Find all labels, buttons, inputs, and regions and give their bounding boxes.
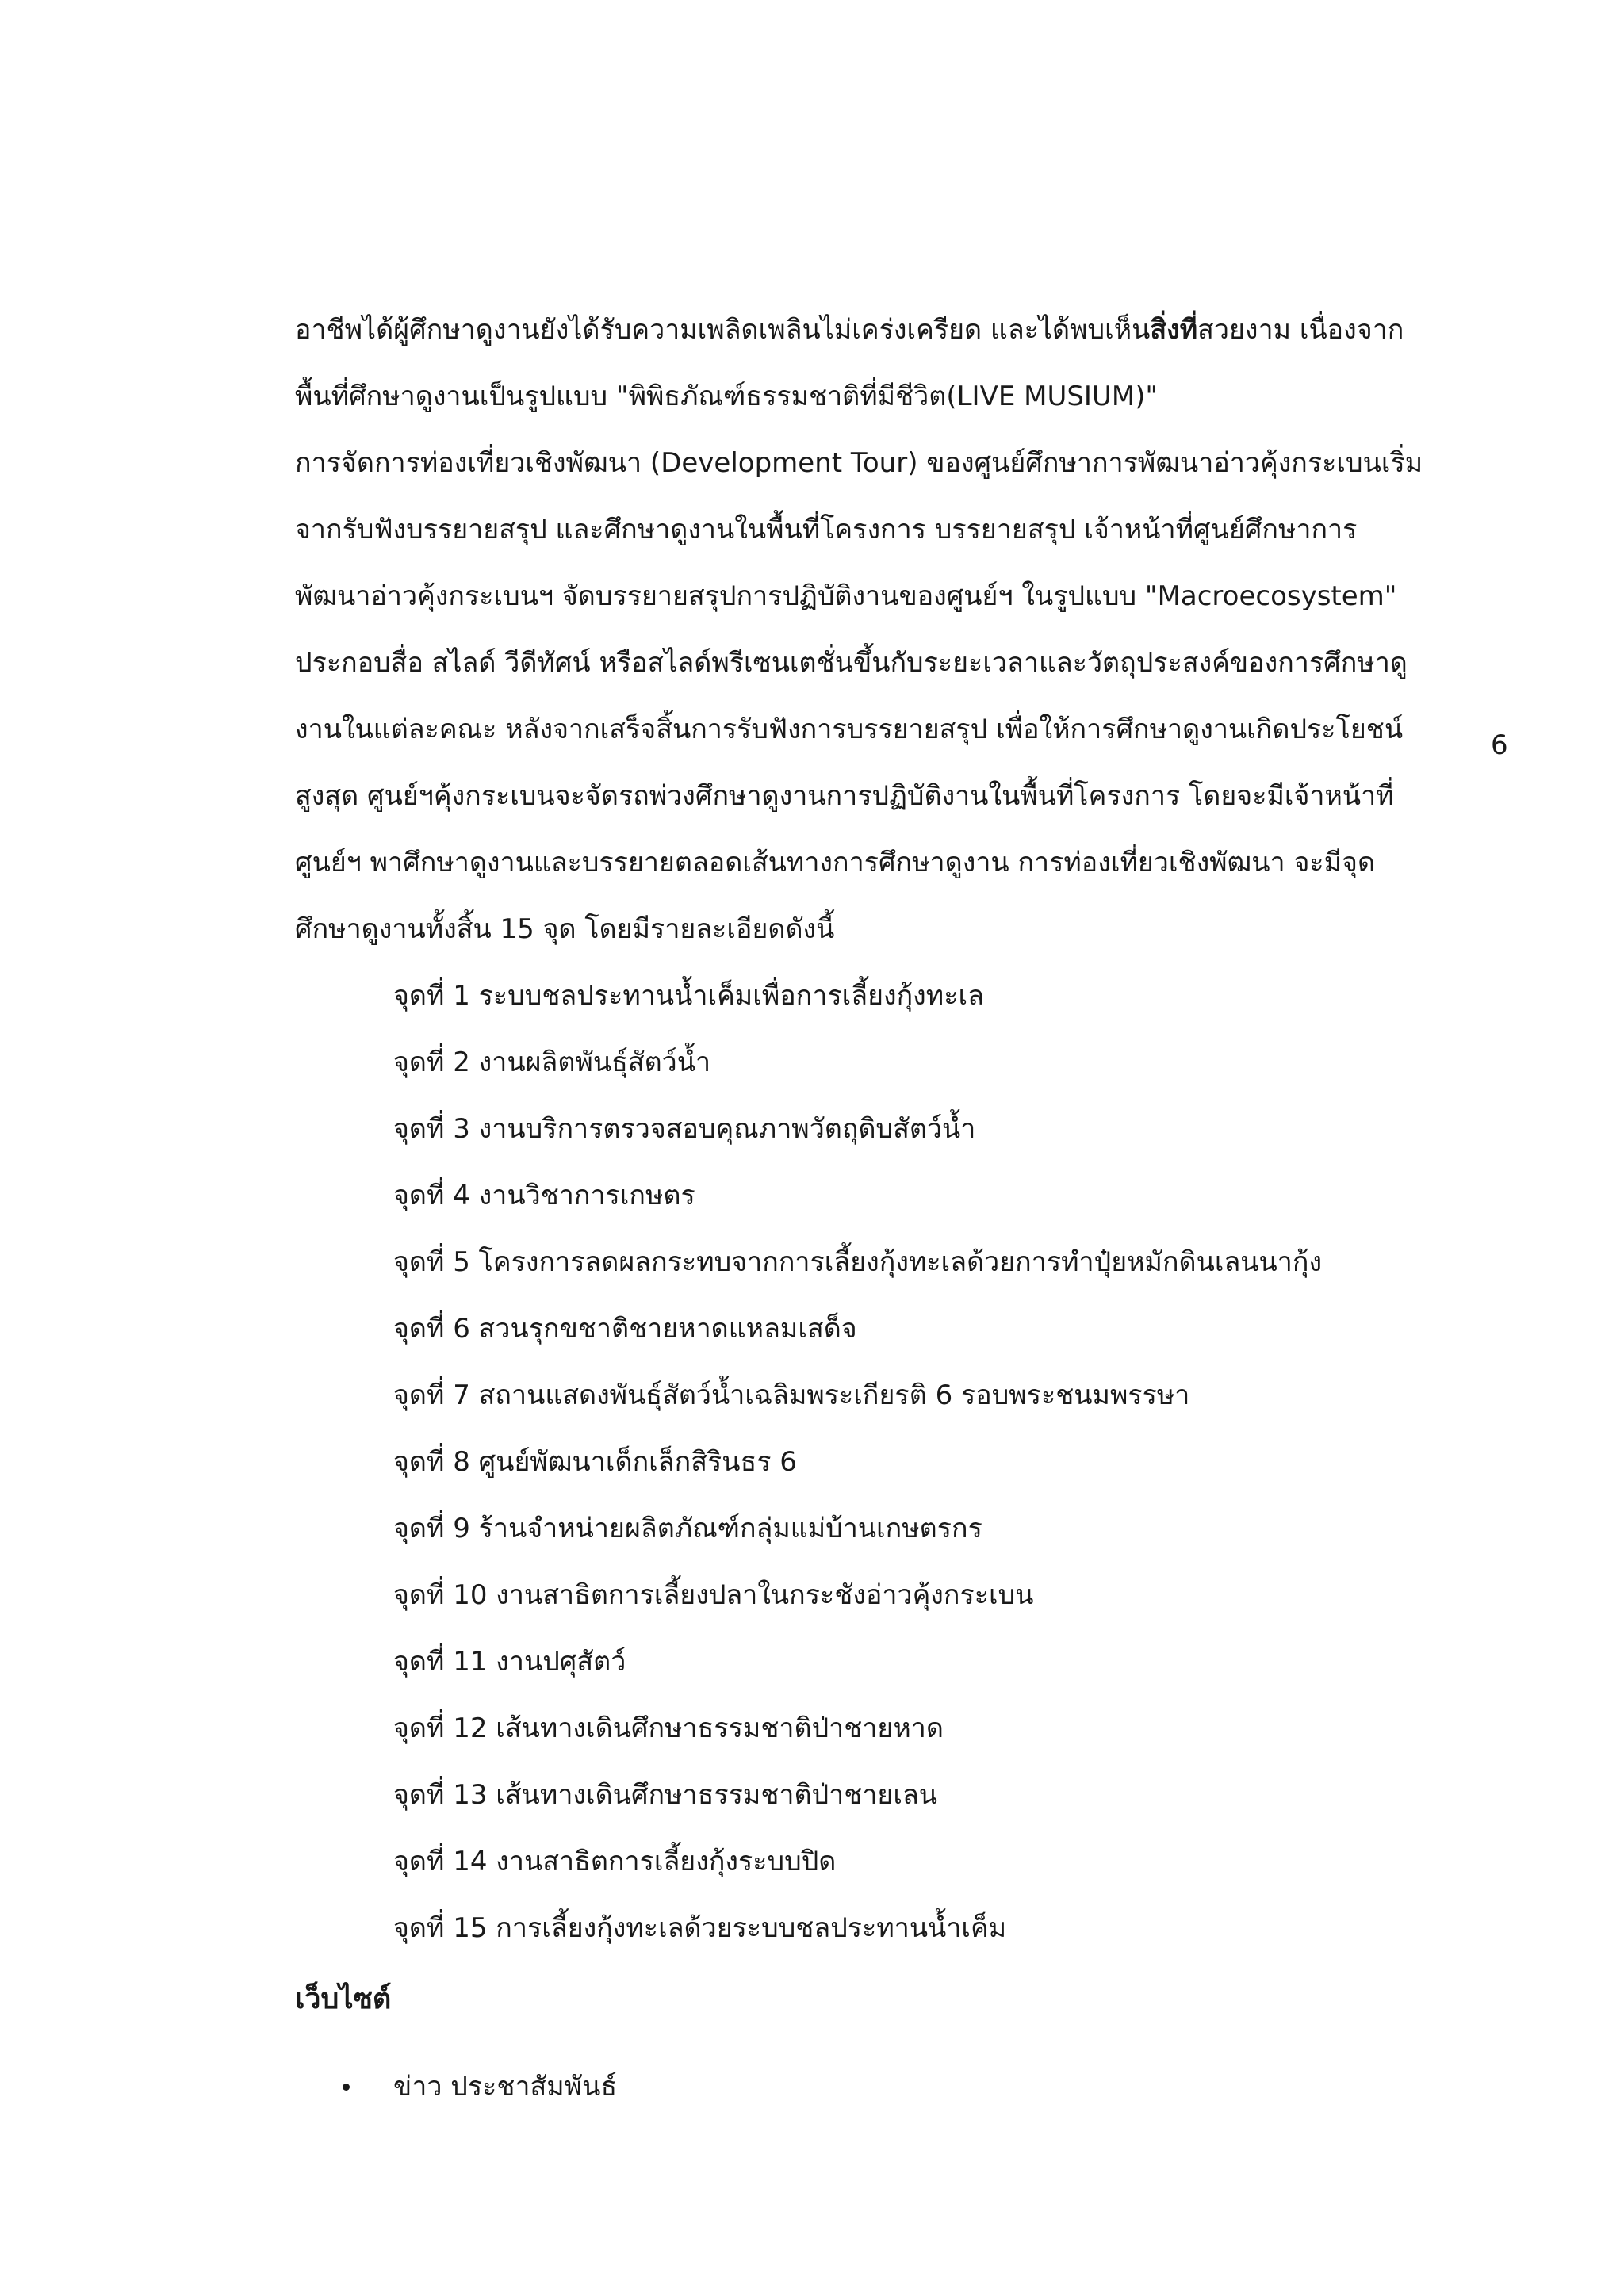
- body-line: จากรับฟังบรรยายสรุป และศึกษาดูงานในพื้นที่โครงการ บรรยายสรุป เจ้าหน้าที่ศูนย์ศึกษาการ: [295, 514, 1358, 545]
- body-line: การจัดการท่องเที่ยวเชิงพัฒนา (Development Tour) ของศูนย์ศึกษาการพัฒนาอ่าวคุ้งกระเบนเริ่ม: [295, 447, 1423, 479]
- website-list: [295, 2053, 1445, 2120]
- study-stop-item: จุดที่ 9 ร้านจำหน่ายผลิตภัณฑ์กลุ่มแม่บ้านเกษตรกร: [393, 1513, 982, 1544]
- page-content: [295, 297, 1445, 2120]
- intro-text-before: อาชีพได้ผู้ศึกษาดูงานยังได้รับความเพลิดเพลินไม่เคร่งเครียด และได้พบเห็น: [295, 314, 1151, 346]
- intro-line-1: [295, 297, 1445, 363]
- study-stop-item: จุดที่ 6 สวนรุกขชาติชายหาดแหลมเสด็จ: [393, 1313, 857, 1345]
- body-line: ศูนย์ฯ พาศึกษาดูงานและบรรยายตลอดเส้นทางการศึกษาดูงาน การท่องเที่ยวเชิงพัฒนา จะมีจุด: [295, 847, 1376, 878]
- study-stop-item: จุดที่ 2 งานผลิตพันธุ์สัตว์น้ำ: [393, 1047, 711, 1078]
- page-number: 6: [1491, 729, 1508, 761]
- study-stops-list: [295, 962, 1445, 1961]
- body-line: ประกอบสื่อ สไลด์ วีดีทัศน์ หรือสไลด์พรีเซนเตชั่นขึ้นกับระยะเวลาและวัตถุประสงค์ของการศึกษาดู: [295, 647, 1408, 679]
- website-item-label: ข่าว ประชาสัมพันธ์: [393, 2071, 618, 2103]
- study-stop-item: จุดที่ 3 งานบริการตรวจสอบคุณภาพวัตถุดิบสัตว์น้ำ: [393, 1113, 976, 1145]
- study-stop-item: จุดที่ 7 สถานแสดงพันธุ์สัตว์น้ำเฉลิมพระเกียรติ 6 รอบพระชนมพรรษา: [393, 1380, 1190, 1411]
- body-line: พัฒนาอ่าวคุ้งกระเบนฯ จัดบรรยายสรุปการปฏิบัติงานของศูนย์ฯ ในรูปแบบ "Macroecosystem": [295, 580, 1397, 612]
- body-line: สูงสุด ศูนย์ฯคุ้งกระเบนจะจัดรถพ่วงศึกษาดูงานการปฏิบัติงานในพื้นที่โครงการ โดยจะมีเจ้าหน้าที่: [295, 780, 1394, 812]
- study-stop-item: จุดที่ 14 งานสาธิตการเลี้ยงกุ้งระบบปิด: [393, 1846, 837, 1877]
- study-stop-item: จุดที่ 8 ศูนย์พัฒนาเด็กเล็กสิรินธร 6: [393, 1446, 797, 1478]
- intro-bold-text: สิ่งที่: [1150, 314, 1198, 346]
- study-stop-item: จุดที่ 10 งานสาธิตการเลี้ยงปลาในกระชังอ่าวคุ้งกระเบน: [393, 1579, 1034, 1611]
- study-stop-item: จุดที่ 13 เส้นทางเดินศึกษาธรรมชาติป่าชายเลน: [393, 1779, 938, 1811]
- website-heading: เว็บไซต์: [295, 1983, 392, 2015]
- study-stop-item: จุดที่ 5 โครงการลดผลกระทบจากการเลี้ยงกุ้งทะเลด้วยการทำปุ๋ยหมักดินเลนนากุ้ง: [393, 1246, 1323, 1278]
- study-stop-item: จุดที่ 11 งานปศุสัตว์: [393, 1646, 626, 1678]
- study-stop-item: จุดที่ 12 เส้นทางเดินศึกษาธรรมชาติป่าชายหาด: [393, 1712, 944, 1744]
- study-stop-item: จุดที่ 4 งานวิชาการเกษตร: [393, 1180, 695, 1211]
- study-stop-item: จุดที่ 15 การเลี้ยงกุ้งทะเลด้วยระบบชลประทานน้ำเค็ม: [393, 1912, 1007, 1944]
- intro-text-after: สวยงาม เนื่องจาก: [1197, 314, 1404, 346]
- body-line: งานในแต่ละคณะ หลังจากเสร็จสิ้นการรับฟังการบรรยายสรุป เพื่อให้การศึกษาดูงานเกิดประโยชน์: [295, 714, 1404, 745]
- website-list-item: [295, 2053, 1445, 2120]
- body-line: ศึกษาดูงานทั้งสิ้น 15 จุด โดยมีรายละเอียดดังนี้: [295, 913, 835, 945]
- intro-line-2: พื้นที่ศึกษาดูงานเป็นรูปแบบ "พิพิธภัณฑ์ธรรมชาติที่มีชีวิต(LIVE MUSIUM)": [295, 381, 1159, 412]
- study-stop-item: จุดที่ 1 ระบบชลประทานน้ำเค็มเพื่อการเลี้ยงกุ้งทะเล: [393, 980, 984, 1012]
- bullet-icon: [343, 2084, 350, 2091]
